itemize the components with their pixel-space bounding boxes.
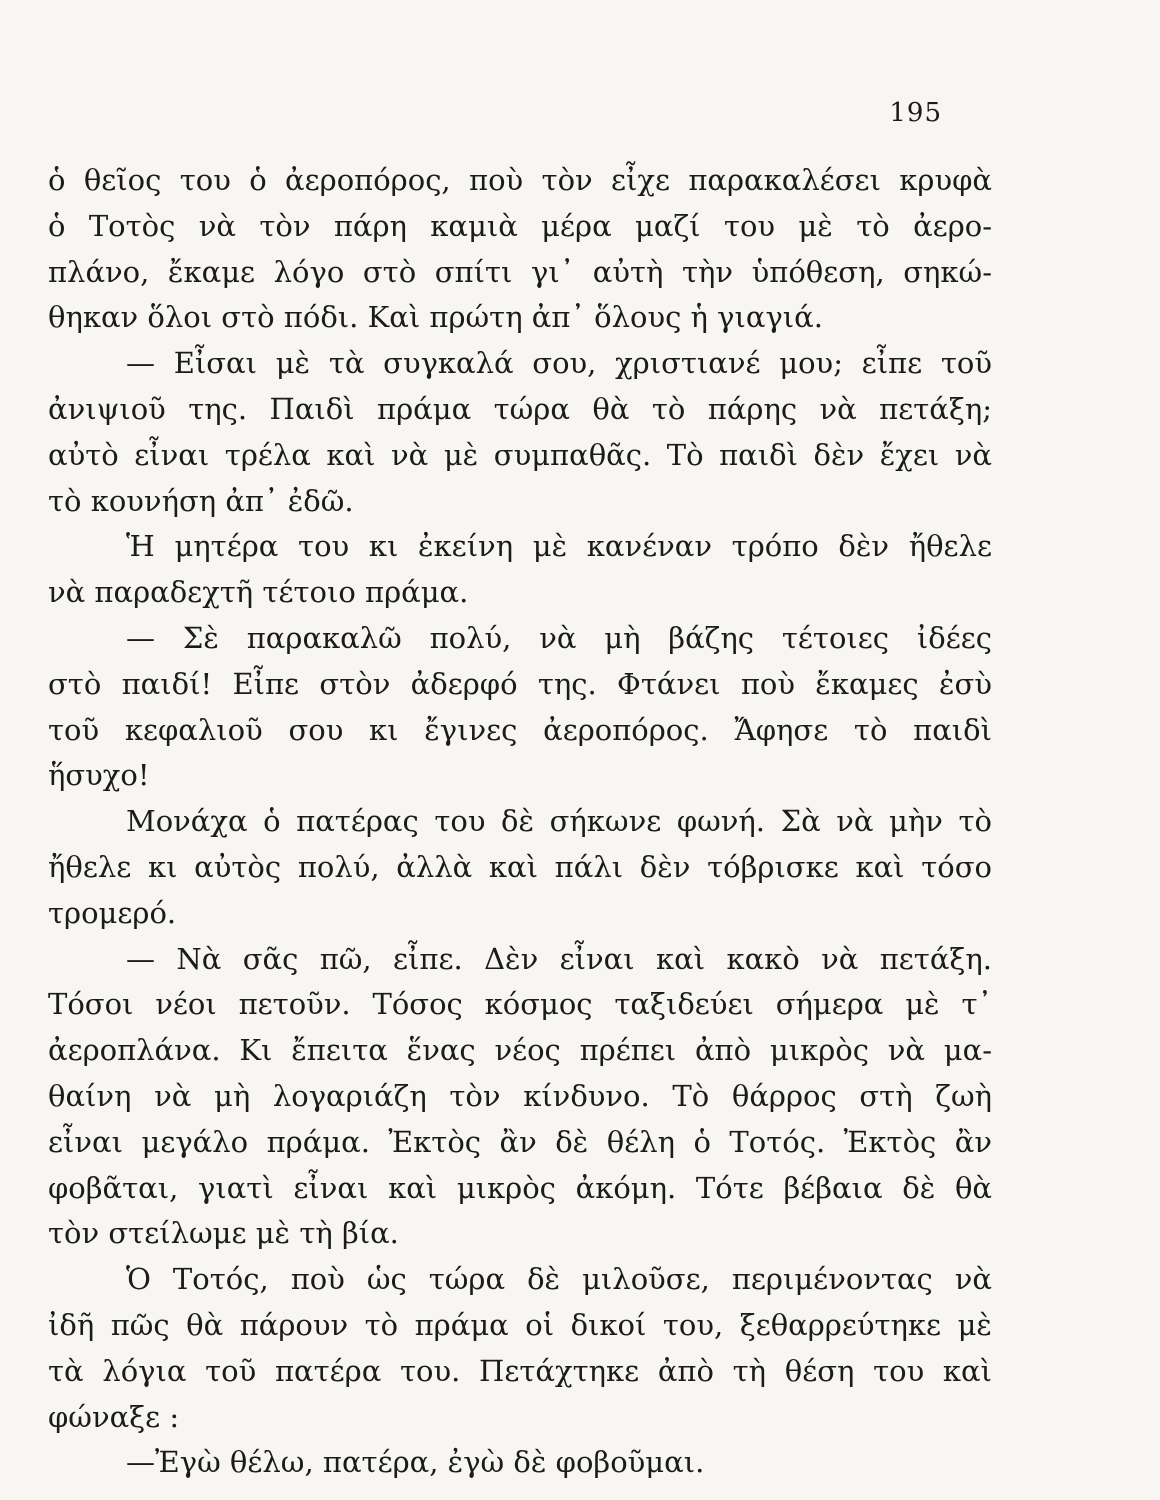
text-line: —Ἐγὼ θέλω, πατέρα, ἐγὼ δὲ φοβοῦμαι. bbox=[126, 1445, 705, 1480]
page-number: 195 bbox=[889, 98, 942, 128]
text-line: — Εἶσαι μὲ τὰ συγκαλά σου, χριστιανέ μου; εἶπε τοῦ bbox=[126, 346, 992, 381]
text-line: νὰ παραδεχτῆ τέτοιο πράμα. bbox=[48, 575, 469, 610]
body-text bbox=[48, 158, 992, 1486]
text-line: αὐτὸ εἶναι τρέλα καὶ νὰ μὲ συμπαθᾶς. Τὸ παιδὶ δὲν ἔχει νὰ bbox=[48, 437, 992, 472]
text-line: πλάνο, ἔκαμε λόγο στὸ σπίτι γι᾽ αὐτὴ τὴν ὑπόθεση, σηκώ- bbox=[48, 254, 992, 289]
text-line: τὸν στείλωμε μὲ τὴ βία. bbox=[48, 1216, 399, 1251]
text-line: ὁ θεῖος του ὁ ἀεροπόρος, ποὺ τὸν εἶχε παρακαλέσει κρυφὰ bbox=[48, 163, 992, 197]
text-line: ἀεροπλάνα. Κι ἔπειτα ἕνας νέος πρέπει ἀπὸ μικρὸς νὰ μα- bbox=[48, 1033, 992, 1068]
text-line: — Σὲ παρακαλῶ πολύ, νὰ μὴ βάζης τέτοιες ἰδέες bbox=[126, 620, 992, 655]
text-line: ὁ Τοτὸς νὰ τὸν πάρη καμιὰ μέρα μαζί του μὲ τὸ ἀερο- bbox=[48, 208, 992, 243]
text-line: τὸ κουνήση ἀπ᾽ ἐδῶ. bbox=[48, 483, 354, 518]
text-line: Ὁ Τοτός, ποὺ ὡς τώρα δὲ μιλοῦσε, περιμένοντας νὰ bbox=[126, 1262, 992, 1297]
text-line: Ἡ μητέρα του κι ἐκείνη μὲ κανέναν τρόπο δὲν ἤθελε bbox=[126, 529, 992, 564]
text-line: Μονάχα ὁ πατέρας του δὲ σήκωνε φωνή. Σὰ νὰ μὴν τὸ bbox=[126, 804, 992, 839]
text-line: ἥσυχο! bbox=[48, 758, 150, 793]
text-line: ἀνιψιοῦ της. Παιδὶ πράμα τώρα θὰ τὸ πάρης νὰ πετάξη; bbox=[48, 391, 992, 426]
text-line: φώναξε : bbox=[48, 1399, 180, 1434]
text-line: θηκαν ὅλοι στὸ πόδι. Καὶ πρώτη ἀπ᾽ ὅλους ἡ γιαγιά. bbox=[48, 300, 823, 335]
text-line: Τόσοι νέοι πετοῦν. Τόσος κόσμος ταξιδεύει σήμερα μὲ τ᾽ bbox=[48, 987, 992, 1022]
text-line: τοῦ κεφαλιοῦ σου κι ἔγινες ἀεροπόρος. Ἄφησε τὸ παιδὶ bbox=[48, 712, 992, 747]
text-line: τὰ λόγια τοῦ πατέρα του. Πετάχτηκε ἀπὸ τὴ θέση του καὶ bbox=[48, 1353, 992, 1388]
text-line: φοβᾶται, γιατὶ εἶναι καὶ μικρὸς ἀκόμη. Τότε βέβαια δὲ θὰ bbox=[48, 1170, 992, 1205]
text-line: — Νὰ σᾶς πῶ, εἶπε. Δὲν εἶναι καὶ κακὸ νὰ πετάξη. bbox=[126, 941, 992, 976]
text-line: θαίνη νὰ μὴ λογαριάζη τὸν κίνδυνο. Τὸ θάρρος στὴ ζωὴ bbox=[48, 1078, 992, 1113]
text-line: ἰδῆ πῶς θὰ πάρουν τὸ πράμα οἱ δικοί του, ξεθαρρεύτηκε μὲ bbox=[48, 1307, 992, 1342]
text-line: στὸ παιδί! Εἶπε στὸν ἀδερφό της. Φτάνει ποὺ ἔκαμες ἐσὺ bbox=[48, 666, 992, 701]
text-line: τρομερό. bbox=[48, 895, 177, 930]
text-line: ἤθελε κι αὐτὸς πολύ, ἀλλὰ καὶ πάλι δὲν τόβρισκε καὶ τόσο bbox=[48, 849, 992, 884]
text-line: εἶναι μεγάλο πράμα. Ἐκτὸς ἂν δὲ θέλη ὁ Τοτός. Ἐκτὸς ἂν bbox=[48, 1124, 992, 1159]
